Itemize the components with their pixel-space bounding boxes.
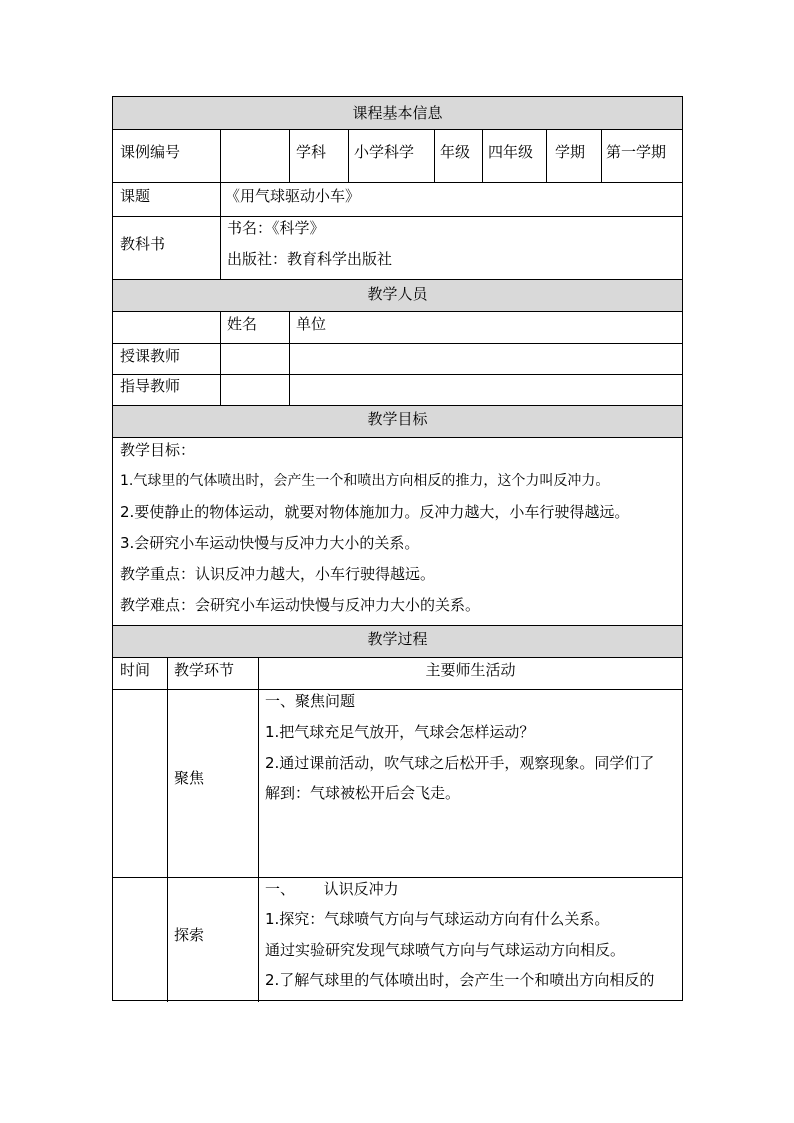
activity-line: 2.通过课前活动，吹气球之后松开手，观察现象。同学们了: [265, 754, 655, 772]
lesson-plan-table: [112, 96, 683, 1001]
textbook-label: 教科书: [120, 235, 166, 253]
process-col-time: 时间: [120, 661, 151, 679]
subject-label: 学科: [296, 143, 327, 161]
topic-value: 《用气球驱动小车》: [225, 187, 361, 205]
term-label: 学期: [555, 143, 586, 161]
staff-role-teacher: 授课教师: [120, 347, 181, 365]
activity-line: 1.探究：气球喷气方向与气球运动方向有什么关系。: [265, 910, 610, 928]
activity-line: 通过实验研究发现气球喷气方向与气球运动方向相反。: [265, 941, 626, 959]
textbook-publisher: 出版社：教育科学出版社: [227, 250, 393, 268]
objective-line: 教学难点：会研究小车运动快慢与反冲力大小的关系。: [120, 596, 481, 614]
process-col-stage: 教学环节: [174, 661, 235, 679]
subject-value: 小学科学: [354, 143, 415, 161]
activity-line: 解到：气球被松开后会飞走。: [265, 784, 461, 802]
activity-line: 2.了解气球里的气体喷出时，会产生一个和喷出方向相反的: [265, 971, 655, 989]
process-title: 教学过程: [367, 630, 428, 648]
activity-line: 一、 认识反冲力: [265, 880, 399, 898]
objective-line: 2.要使静止的物体运动，就要对物体施加力。反冲力越大，小车行驶得越远。: [120, 503, 630, 521]
objective-line: 3.会研究小车运动快慢与反冲力大小的关系。: [120, 534, 420, 552]
objective-line: 教学目标：: [120, 441, 196, 459]
staff-col-unit: 单位: [296, 315, 327, 333]
textbook-name: 书名：《科学》: [227, 219, 325, 237]
objective-line: 1.气球里的气体喷出时，会产生一个和喷出方向相反的推力，这个力叫反冲力。: [120, 473, 610, 489]
process-stage-focus: 聚焦: [174, 769, 205, 787]
objective-line: 教学重点：认识反冲力越大，小车行驶得越远。: [120, 565, 436, 583]
objectives-title: 教学目标: [367, 410, 428, 428]
basic-info-title: 课程基本信息: [352, 104, 443, 122]
activity-line: 1.把气球充足气放开，气球会怎样运动？: [265, 723, 535, 741]
grade-label: 年级: [440, 143, 471, 161]
process-stage-explore: 探索: [174, 926, 205, 944]
staff-title: 教学人员: [367, 285, 428, 303]
grade-value: 四年级: [488, 143, 534, 161]
process-col-activity: 主要师生活动: [425, 661, 516, 679]
case-no-label: 课例编号: [120, 143, 181, 161]
topic-label: 课题: [120, 187, 151, 205]
term-value: 第一学期: [606, 143, 667, 161]
staff-role-advisor: 指导教师: [120, 377, 181, 395]
staff-col-name: 姓名: [227, 315, 258, 333]
activity-line: 一、聚焦问题: [265, 692, 356, 710]
